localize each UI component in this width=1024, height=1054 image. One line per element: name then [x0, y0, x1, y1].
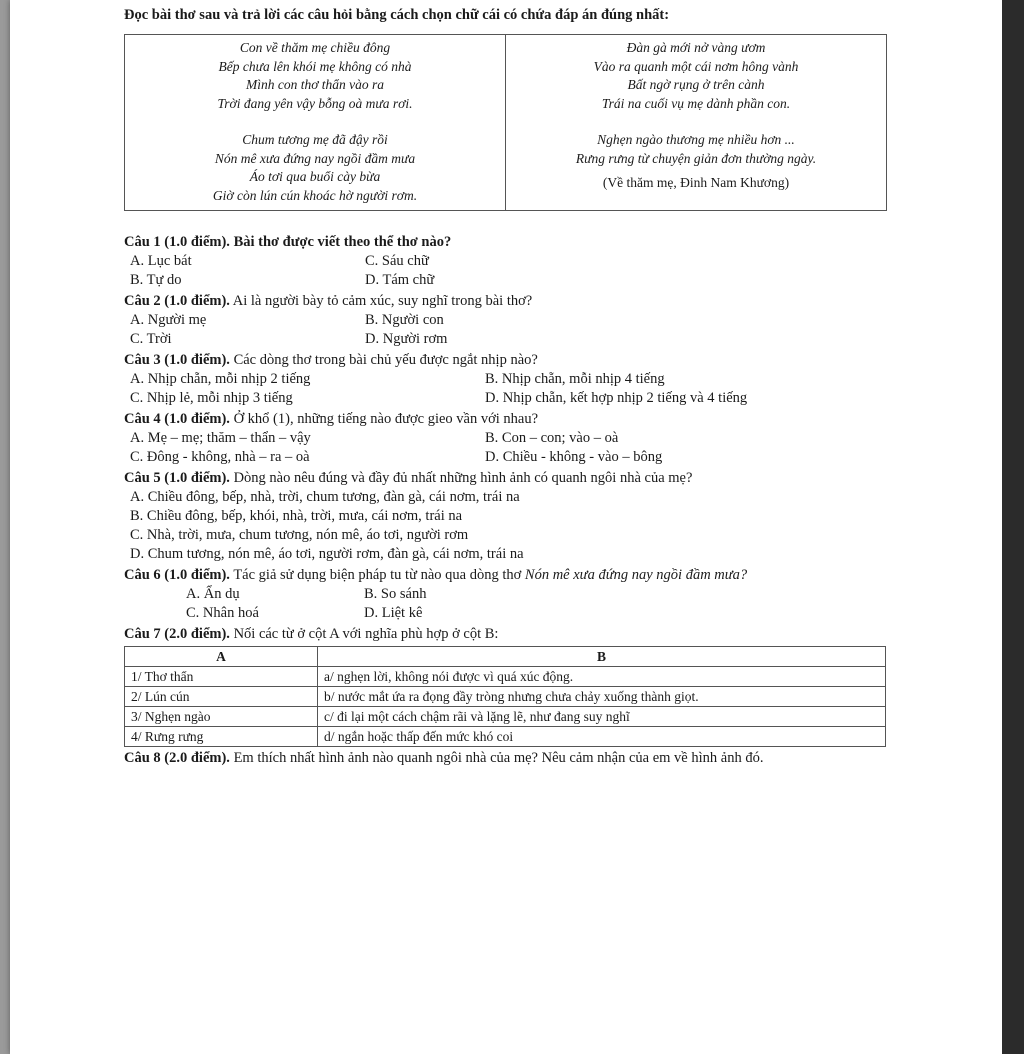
poem-line: Trời đang yên vậy bỗng oà mưa rơi. — [217, 95, 413, 111]
option[interactable]: D. Liệt kê — [364, 605, 423, 621]
poem-line: Mình con thơ thẩn vào ra — [245, 77, 385, 92]
question-title: Câu 4 (1.0 điểm). — [124, 411, 230, 427]
table-cell: 1/ Thơ thẩn — [125, 667, 318, 687]
option[interactable]: D. Nhịp chẵn, kết hợp nhịp 2 tiếng và 4 tiếng — [485, 390, 748, 406]
option[interactable]: B. Tự do — [130, 272, 182, 288]
table-cell: a/ nghẹn lời, không nói được vì quá xúc động. — [318, 667, 886, 687]
option[interactable]: D. Chum tương, nón mê, áo tơi, người rơm, đàn gà, cái nơm, trái na — [130, 546, 524, 562]
question-title: Câu 1 (1.0 điểm). — [124, 234, 230, 250]
table-cell: b/ nước mắt ứa ra đọng đầy tròng nhưng chưa chảy xuống thành giọt. — [318, 687, 886, 707]
question-text: Dòng nào nêu đúng và đầy đủ nhất những hình ảnh có quanh ngôi nhà của mẹ? — [233, 470, 693, 486]
question-4 — [124, 410, 904, 429]
question-6-options — [124, 585, 904, 623]
option[interactable]: A. Mẹ – mẹ; thăm – thẩn – vậy — [130, 430, 311, 446]
poem-line: Nghẹn ngào thương mẹ nhiều hơn ... — [597, 132, 795, 147]
instruction-heading: Đọc bài thơ sau và trả lời các câu hỏi bằng cách chọn chữ cái có chứa đáp án đúng nhất: — [124, 7, 670, 23]
option[interactable]: C. Đông - không, nhà – ra – oà — [130, 449, 310, 465]
column-header-a: A — [125, 647, 318, 667]
poem-right-column — [506, 35, 887, 211]
option[interactable]: D. Chiều - không - vào – bông — [485, 449, 663, 465]
worksheet-content — [124, 6, 904, 768]
question-title: Câu 6 (1.0 điểm). — [124, 567, 230, 583]
poem-line: Con về thăm mẹ chiều đông — [239, 40, 391, 55]
option[interactable]: B. So sánh — [364, 586, 427, 602]
option[interactable]: B. Con – con; vào – oà — [485, 430, 619, 446]
question-1 — [124, 233, 904, 252]
poem-line: Nón mê xưa đứng nay ngồi đầm mưa — [214, 150, 416, 166]
document-page — [10, 0, 1002, 1054]
option[interactable]: C. Nhà, trời, mưa, chum tương, nón mê, áo tơi, người rơm — [130, 527, 469, 543]
matching-table — [124, 646, 886, 747]
question-4-options — [124, 429, 904, 467]
option[interactable]: C. Nhịp lẻ, mỗi nhịp 3 tiếng — [130, 390, 293, 406]
question-2-options — [124, 311, 904, 349]
poem-line: Bếp chưa lên khói mẹ không có nhà — [218, 58, 412, 74]
question-5 — [124, 469, 904, 488]
poem-line: Đàn gà mới nở vàng ươm — [626, 40, 766, 55]
column-header-b: B — [318, 647, 886, 667]
table-row — [125, 727, 886, 747]
option[interactable]: A. Lục bát — [130, 253, 192, 269]
poem-line: Vào ra quanh một cái nơm hông vành — [593, 58, 799, 74]
question-quote: Nón mê xưa đứng nay ngồi đầm mưa? — [524, 567, 748, 583]
question-7 — [124, 625, 904, 644]
option[interactable]: D. Người rơm — [365, 331, 448, 347]
option[interactable]: A. Chiều đông, bếp, nhà, trời, chum tương, đàn gà, cái nơm, trái na — [130, 489, 520, 505]
option[interactable]: C. Sáu chữ — [365, 253, 429, 269]
option[interactable]: A. Người mẹ — [130, 312, 207, 328]
question-text: Ai là người bày tỏ cảm xúc, suy nghĩ trong bài thơ? — [232, 293, 533, 309]
table-row — [125, 687, 886, 707]
option[interactable]: C. Trời — [130, 331, 172, 347]
option[interactable]: D. Tám chữ — [365, 272, 435, 288]
poem-source: (Về thăm mẹ, Đinh Nam Khương) — [602, 175, 790, 190]
question-8 — [124, 749, 904, 768]
option[interactable]: B. Nhịp chẵn, mỗi nhịp 4 tiếng — [485, 371, 665, 387]
question-text: Tác giả sử dụng biện pháp tu từ nào qua dòng thơ — [233, 567, 522, 583]
question-text: Nối các từ ở cột A với nghĩa phù hợp ở cột B: — [233, 626, 499, 642]
table-row — [125, 707, 886, 727]
question-text: Em thích nhất hình ảnh nào quanh ngôi nhà của mẹ? Nêu cảm nhận của em về hình ảnh đó. — [233, 750, 764, 766]
option[interactable]: B. Chiều đông, bếp, khói, nhà, trời, mưa, cái nơm, trái na — [130, 508, 463, 524]
question-title: Câu 2 (1.0 điểm). — [124, 293, 230, 309]
table-cell: 2/ Lún cún — [125, 687, 318, 707]
question-title: Câu 7 (2.0 điểm). — [124, 626, 230, 642]
question-5-options — [124, 488, 904, 564]
option[interactable]: A. Nhịp chẵn, mỗi nhịp 2 tiếng — [130, 371, 311, 387]
question-6 — [124, 566, 904, 585]
question-title: Câu 5 (1.0 điểm). — [124, 470, 230, 486]
question-3-options — [124, 370, 904, 408]
table-cell: c/ đi lại một cách chậm rãi và lặng lẽ, như đang suy nghĩ — [318, 707, 886, 727]
table-cell: 4/ Rưng rưng — [125, 727, 318, 747]
question-2 — [124, 292, 904, 311]
option[interactable]: B. Người con — [365, 312, 444, 328]
question-1-options — [124, 252, 904, 290]
poem-line: Chum tương mẹ đã đậy rồi — [242, 132, 388, 147]
table-row — [125, 667, 886, 687]
poem-line: Áo tơi qua buổi cày bừa — [249, 169, 381, 184]
question-title: Câu 8 (2.0 điểm). — [124, 750, 230, 766]
question-text: Ở khổ (1), những tiếng nào được gieo vần với nhau? — [233, 411, 539, 427]
scrollbar-region[interactable] — [1002, 0, 1024, 1054]
option[interactable]: C. Nhân hoá — [186, 605, 259, 621]
table-cell: d/ ngắn hoặc thấp đến mức khó coi — [318, 727, 886, 747]
question-title: Câu 3 (1.0 điểm). — [124, 352, 230, 368]
question-3 — [124, 351, 904, 370]
poem-line: Giờ còn lún cún khoác hờ người rơm. — [212, 187, 418, 203]
question-text: Các dòng thơ trong bài chủ yếu được ngắt nhịp nào? — [233, 352, 538, 368]
poem-table — [124, 34, 887, 211]
poem-line: Bất ngờ rụng ở trên cành — [627, 77, 765, 92]
poem-line: Rưng rưng từ chuyện giản đơn thường ngày. — [575, 150, 817, 166]
poem-left-column — [125, 35, 506, 211]
poem-line: Trái na cuối vụ mẹ dành phần con. — [601, 95, 791, 111]
option[interactable]: A. Ẩn dụ — [186, 586, 240, 602]
table-cell: 3/ Nghẹn ngào — [125, 707, 318, 727]
question-text: Bài thơ được viết theo thể thơ nào? — [233, 234, 452, 250]
